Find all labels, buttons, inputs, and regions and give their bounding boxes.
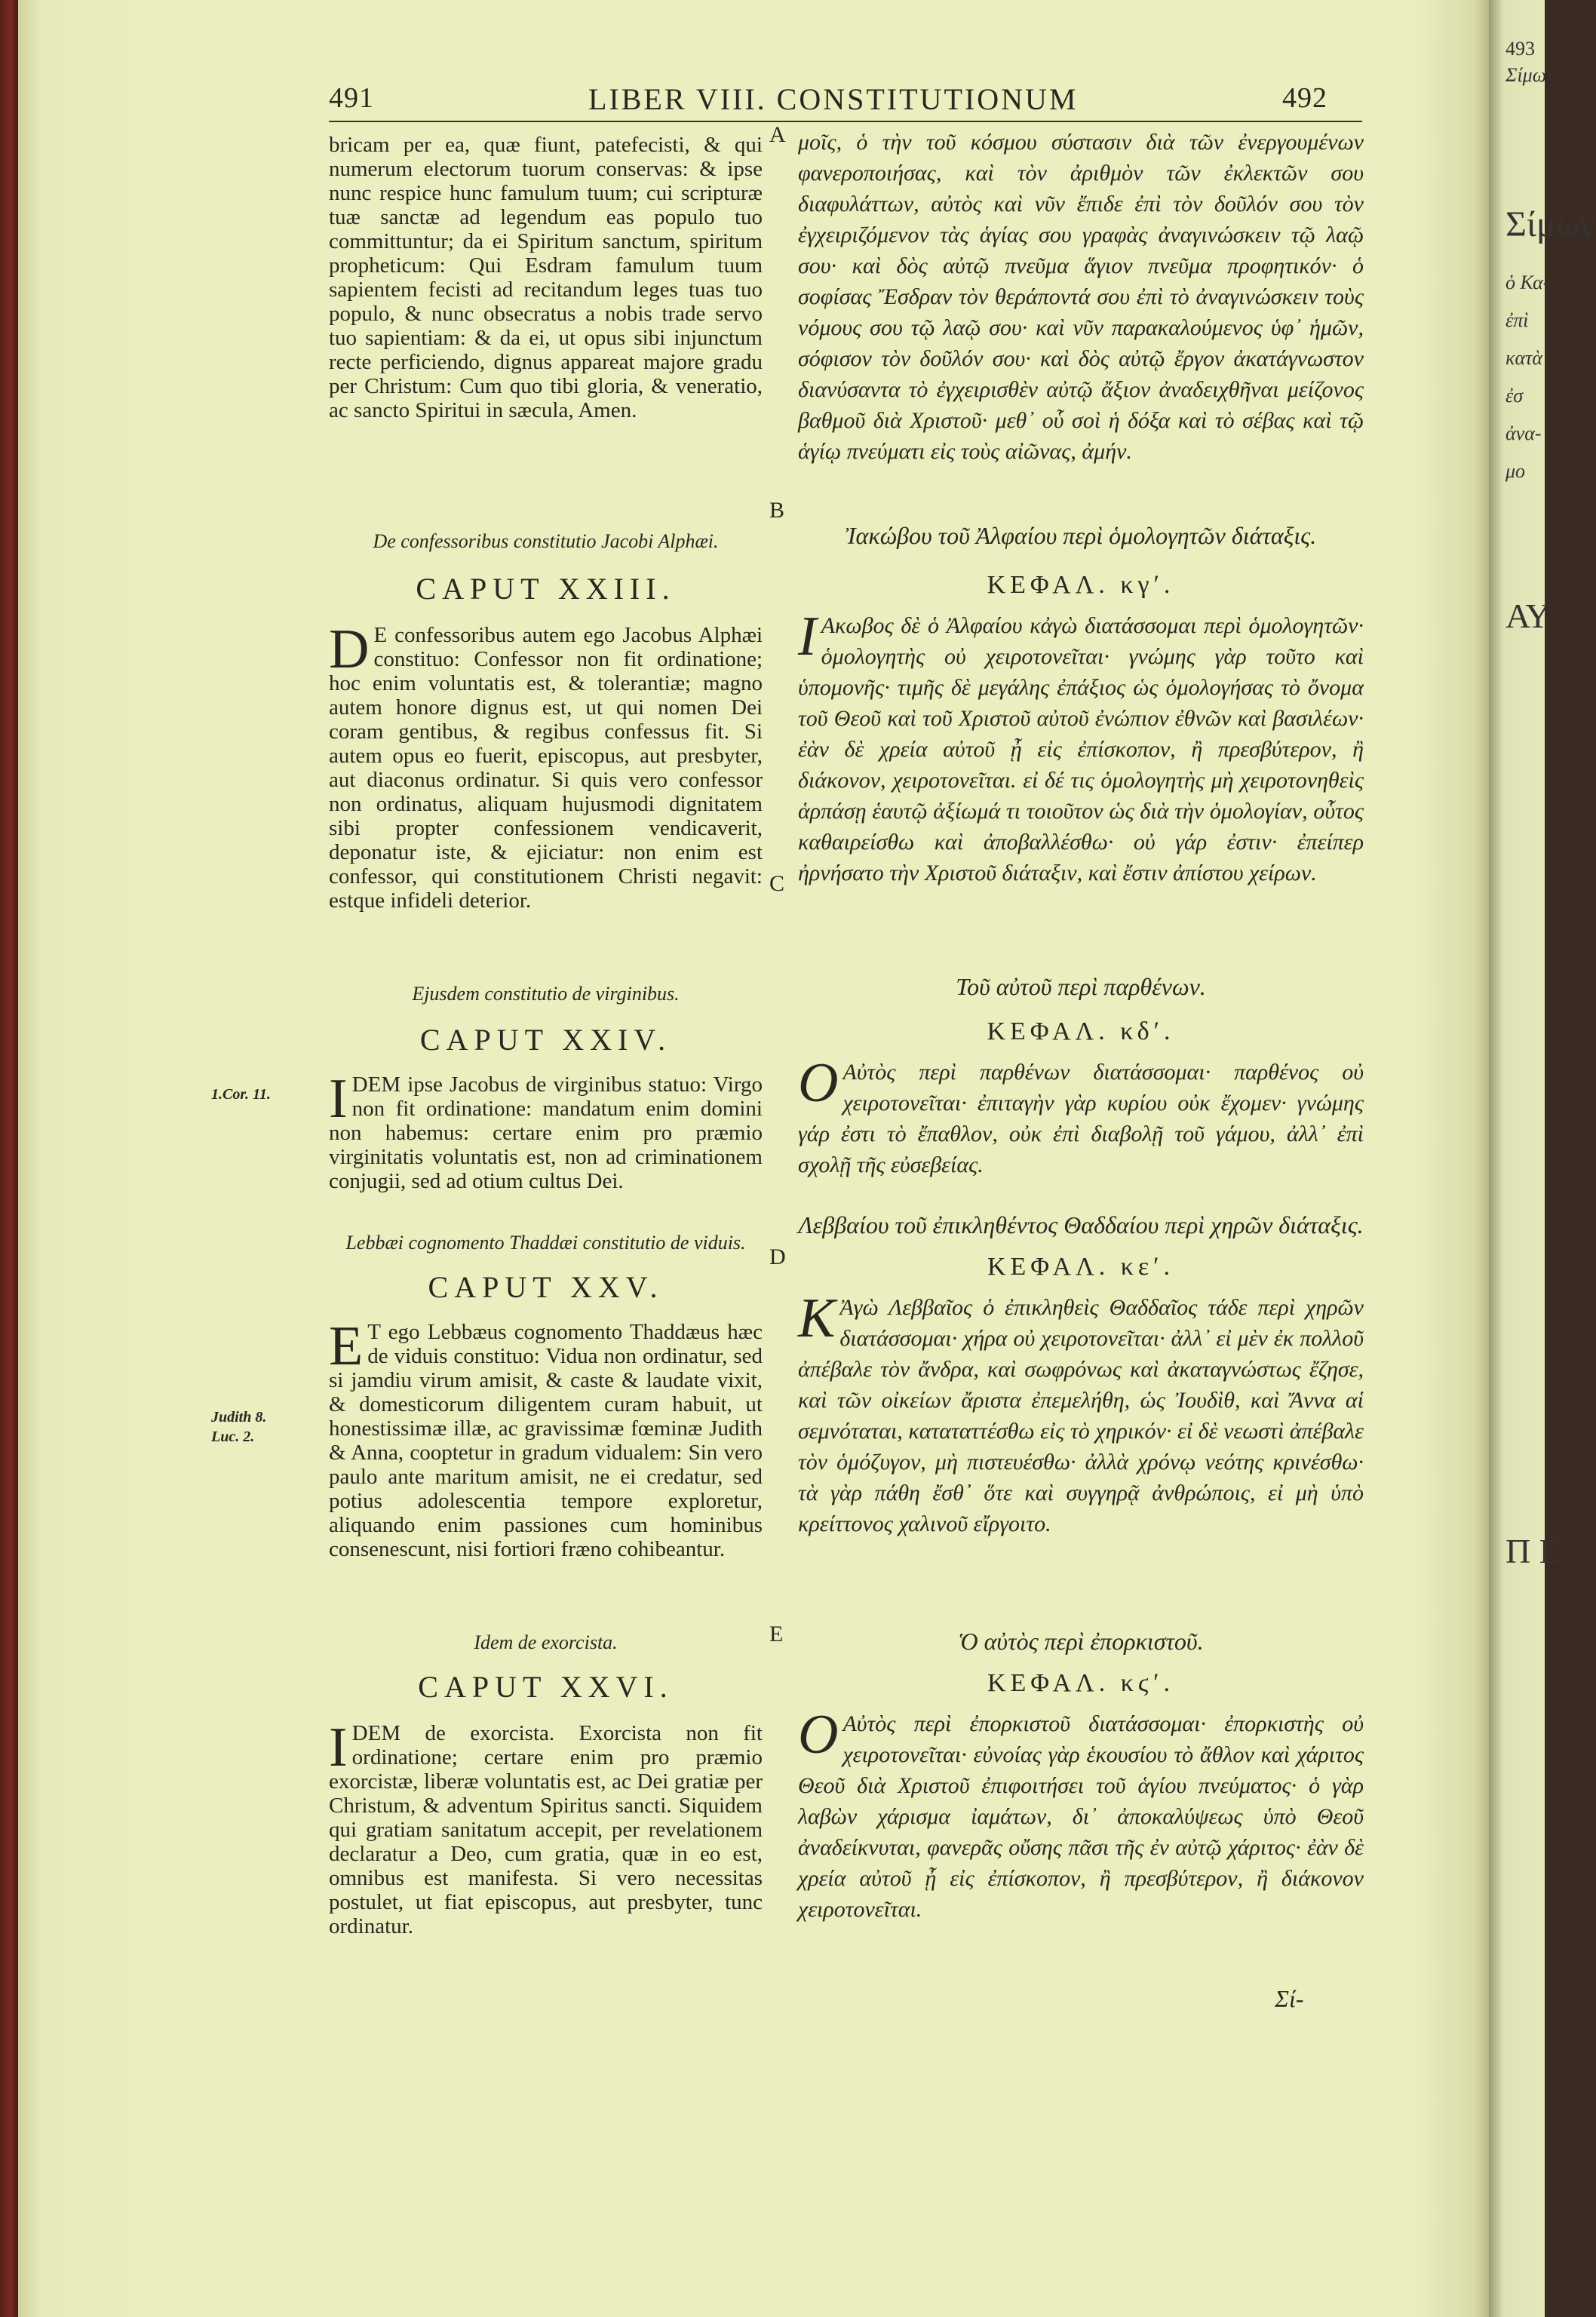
- greek-text-23: [798, 606, 1364, 888]
- page-number-right: 492: [1282, 82, 1327, 114]
- greek-caput-23: [798, 522, 1364, 888]
- latin-body-25: T ego Lebbæus cognomento Thaddæus hæc de viduis constituo: Vidua non ordinatur, sed si jamdiu virum amisit, & caste & laudate vixit, & domesticorum diligentem curam habuit, ut honestissimæ illæ, ac gravissimæ fœminæ Judith & Anna, cooptetur in gradum vidualem: Sin vero paulo ante maritum amisit, ne ei credatur, sed potius adolescentia tempore exploretur, aliquando enim passiones cum hominibus consenescunt, nisi fortiori fræno cohibeantur.: [329, 1320, 763, 1561]
- greek-subtitle-23: Ἰακώβου τοῦ Ἀλφαίου περὶ ὁμολογητῶν διάταξις.: [845, 522, 1317, 549]
- greek-subtitle-25: Λεββαίου τοῦ ἐπικληθέντος Θαδδαίου περὶ χηρῶν διάταξις.: [798, 1211, 1364, 1238]
- drop-cap-i: I: [329, 1068, 348, 1130]
- next-page-fragment: Σίμων: [1505, 204, 1596, 244]
- latin-caput-26: [329, 1631, 763, 1938]
- book-cover-edge: [0, 0, 18, 2317]
- greek-text-25: [798, 1287, 1364, 1539]
- latin-caput-23: [329, 530, 763, 913]
- greek-intro: [798, 127, 1364, 467]
- greek-text-26: [798, 1704, 1364, 1925]
- next-page-fragment: ἐσ: [1505, 385, 1524, 407]
- next-page-fragment: ἀνα-: [1505, 422, 1542, 444]
- page-number-left: 491: [329, 82, 374, 114]
- next-page-fragment: ὁ Κα-: [1505, 272, 1550, 293]
- margin-letter-b: B: [769, 498, 785, 523]
- margin-ref-luc: Luc. 2.: [211, 1429, 255, 1445]
- margin-letter-e: E: [769, 1622, 784, 1646]
- greek-drop-cap-i: I: [798, 606, 817, 667]
- margin-letter-d: D: [769, 1244, 786, 1269]
- greek-caput-heading-23: ΚΕΦΑΛ. κγʹ.: [987, 571, 1175, 599]
- margin-ref-1cor: 1.Cor. 11.: [211, 1086, 271, 1103]
- drop-cap-d: D: [329, 618, 370, 680]
- catchword: Σί-: [1275, 1985, 1304, 2012]
- latin-body-23: E confessoribus autem ego Jacobus Alphæi constituo: Confessor non fit ordinatione; hoc enim voluntatis est, & tolerantiæ; magno autem honore dignus est, ut qui nomen Dei coram gentibus, & regibus confessus fit. Si autem opus eo fuerit, episcopus, aut presbyter, aut diaconus ordinatur. Si quis vero confessor non ordinatus, aliquam hujusmodi dignitatem sibi propter confessionem vendicaverit, deponatur iste, & ejiciatur: non enim est confessor, qui constitutionem Christi negavit: estque infideli deterior.: [329, 623, 763, 913]
- greek-caput-25: [798, 1211, 1364, 1539]
- greek-body-23: Ακωβος δὲ ὁ Ἀλφαίου κἀγὼ διατάσσομαι περὶ ὁμολογητῶν· ὁμολογητὴς οὐ χειροτονεῖται· γνώμης γὰρ τοῦτο καὶ ὑπομονῆς· τιμῆς δὲ μεγάλης ἐπάξιος ὡς ὁμολογήσας τὸ ὄνομα τοῦ Θεοῦ καὶ τοῦ Χριστοῦ αὐτοῦ ἐνώπιον ἐθνῶν καὶ βασιλέων· ἐὰν δὲ χρεία αὐτοῦ ᾖ εἰς ἐπίσκοπον, ἢ πρεσβύτερον, ἢ διάκονον, χειροτονεῖται. εἰ δέ τις ὁμολογητὴς μὴ χειροτονηθεὶς ἁρπάσῃ ἑαυτῷ ἀξίωμά τι τοιοῦτον ὡς διὰ τὴν ὁμολογίαν, οὗτος καθαιρείσθω καὶ ἀποβαλλέσθω· οὐ γάρ ἐστιν· ἐπείπερ ἠρνήσατο τὴν Χριστοῦ διάταξιν, καὶ ἔστιν ἀπίστου χείρων.: [798, 613, 1364, 885]
- latin-caput-heading-25: CAPUT XXV.: [428, 1270, 664, 1304]
- greek-drop-cap-k: K: [798, 1287, 836, 1349]
- greek-caput-heading-24: ΚΕΦΑΛ. κδʹ.: [987, 1017, 1175, 1045]
- margin-letter-a: A: [769, 122, 786, 147]
- drop-cap-e: E: [329, 1315, 364, 1377]
- greek-drop-cap-o2: O: [798, 1704, 839, 1766]
- next-page-fragment: ἐπὶ: [1505, 309, 1529, 331]
- greek-caput-heading-25: ΚΕΦΑΛ. κεʹ.: [987, 1253, 1175, 1281]
- next-page-edge: [1489, 0, 1596, 2317]
- latin-caput-heading-26: CAPUT XXVI.: [418, 1670, 674, 1704]
- next-page-fragment: μο: [1505, 460, 1526, 482]
- latin-body-24: DEM ipse Jacobus de virginibus statuo: Virgo non fit ordinatione: mandatum enim domini non habemus: certare enim pro præmio virginitatis voluntatis est, non ad criminationem conjugii, sed ad otium cultus Dei.: [329, 1073, 763, 1193]
- greek-drop-cap-o: O: [798, 1052, 839, 1114]
- latin-caput-heading-24: CAPUT XXIV.: [419, 1023, 672, 1057]
- greek-caput-24: [798, 973, 1364, 1180]
- greek-body-25: Ἀγὼ Λεββαῖος ὁ ἐπικληθεὶς Θαδδαῖος τάδε περὶ χηρῶν διατάσσομαι· χήρα οὐ χειροτονεῖται· ἀλλ᾽ εἰ μὲν ἐκ πολλοῦ ἀπέβαλε τὸν ἄνδρα, καὶ σωφρόνως καὶ ἀκαταγνώστως ἔζησε, καὶ τῶν οἰκείων ἄριστα ἐπεμελήθη, ὡς Ἰουδὶθ, καὶ Ἄννα αἱ σεμνόταται, καταταττέσθω εἰς τὸ χηρικόν· εἰ δὲ νεωστὶ ἀπέβαλε τὸν ὁμόζυγον, μὴ πιστευέσθω· ἀλλὰ χρόνῳ νεότης κρινέσθω· τὰ γὰρ πάθη ἔσθ᾽ ὅτε καὶ συγγηρᾷ ἀνθρώποις, εἰ μὴ ὑπὸ κρείττονος χαλινοῦ εἴργοιτο.: [798, 1295, 1364, 1536]
- next-page-fragment: κατὰ: [1505, 347, 1543, 369]
- latin-text-26: [329, 1717, 763, 1938]
- latin-caput-heading-23: CAPUT XXIII.: [416, 572, 676, 606]
- next-page-number: 493: [1505, 38, 1535, 60]
- greek-subtitle-24: Τοῦ αὐτοῦ περὶ παρθένων.: [956, 973, 1206, 1000]
- next-page-fragment: Σίμων: [1505, 64, 1555, 86]
- greek-caput-26: [798, 1628, 1364, 1925]
- greek-intro-text: μοῖς, ὁ τὴν τοῦ κόσμου σύστασιν διὰ τῶν ἐνεργουμένων φανεροποιήσας, καὶ τὸν ἀριθμὸν τῶν ἐκλεκτῶν σου διαφυλάττων, αὐτὸς καὶ νῦν ἔπιδε ἐπὶ τὸν δοῦλόν σου τὸν ἐγχειριζόμενον τὰς ἁγίας σου γραφὰς ἀναγινώσκειν τῷ λαῷ σου· καὶ δὸς αὐτῷ πνεῦμα ἅγιον πνεῦμα προφητικόν· ὁ σοφίσας Ἔσδραν τὸν θεράποντά σου ἐπὶ τὸ ἀναγινώσκειν τοὺς νόμους σου τῷ λαῷ σου· καὶ νῦν παρακαλούμενος ὑφ᾽ ἡμῶν, σόφισον τὸν δοῦλόν σου· καὶ δὸς αὐτῷ ἔργον ἀκατάγνωστον διανύσαντα τὸ ἐγχειρισθὲν αὐτῷ ἄξιον ἀναδειχθῆναι μείζονος βαθμοῦ διὰ Χριστοῦ· μεθ᾽ οὗ σοὶ ἡ δόξα καὶ τὸ σέβας καὶ τῷ ἁγίῳ πνεύματι εἰς τοὺς αἰῶνας, ἀμήν.: [798, 130, 1364, 464]
- margin-letter-c: C: [769, 871, 785, 896]
- next-page-fragment: ΑΥ: [1505, 597, 1551, 635]
- running-title: LIBER VIII. CONSTITUTIONUM: [588, 82, 1079, 116]
- latin-caput-24: [329, 983, 763, 1193]
- greek-body-24: Αὐτὸς περὶ παρθένων διατάσσομαι· παρθένος οὐ χειροτονεῖται· ἐπιταγὴν γὰρ κυρίου οὐκ ἔχομεν· γνώμης γάρ ἐστι τὸ ἔπαθλον, οὐκ ἐπὶ διαβολῇ τοῦ γάμου, ἀλλ᾽ ἐπὶ σχολῇ τῆς εὐσεβείας.: [798, 1060, 1364, 1177]
- latin-intro: [329, 133, 763, 422]
- latin-text-23: [329, 618, 763, 913]
- latin-intro-text: bricam per ea, quæ fiunt, patefecisti, & qui numerum electorum tuorum conservas: & ipse nunc respice hunc famulum tuum; cui scripturæ tuæ sanctæ ad legendum eas populo tuo committuntur; da ei Spiritum sanctum, spiritum propheticum: Qui Esdram famulum tuum sapientem fecisti ad recitandum leges tuas tuo populo, & nunc obsecratus a nobis trade servo tuo sapientiam: & da ei, ut opus sibi injunctum recte perficiendo, dignus appareat majore gradu per Christum: Cum quo tibi gloria, & veneratio, ac sancto Spiritui in sæcula, Amen.: [329, 133, 763, 422]
- next-page-fragment: Π Ε: [1505, 1532, 1561, 1570]
- greek-caput-heading-26: ΚΕΦΑΛ. κϛʹ.: [987, 1669, 1175, 1697]
- latin-caput-25: [329, 1232, 763, 1561]
- latin-subtitle-23: De confessoribus constitutio Jacobi Alphæi.: [373, 530, 719, 552]
- latin-subtitle-26: Idem de exorcista.: [474, 1631, 618, 1653]
- latin-subtitle-25: Lebbæi cognomento Thaddæi constitutio de viduis.: [345, 1232, 746, 1254]
- greek-text-24: [798, 1052, 1364, 1180]
- latin-body-26: DEM de exorcista. Exorcista non fit ordinatione; certare enim pro præmio exorcistæ, liberæ voluntatis est, ac Dei gratiæ per Christum, & adventum Spiritus sancti. Siquidem qui gratiam sanitatum accepit, per revelationem declaratur a Deo, cum gratia, quæ in eo est, omnibus est manifesta. Si vero necessitas postulet, ut fiat episcopus, aut presbyter, tunc ordinatur.: [329, 1721, 763, 1938]
- greek-body-26: Αὐτὸς περὶ ἐπορκιστοῦ διατάσσομαι· ἐπορκιστὴς οὐ χειροτονεῖται· εὐνοίας γὰρ ἑκουσίου τὸ ἄθλον καὶ χάριτος Θεοῦ διὰ Χριστοῦ ἐπιφοιτήσει τοῦ ἁγίου πνεύματος· ὁ γὰρ λαβὼν χάρισμα ἰαμάτων, δι᾽ ἀποκαλύψεως ὑπὸ Θεοῦ ἀναδείκνυται, φανερᾶς οὔσης πᾶσι τῆς ἐν αὐτῷ χάριτος· ἐὰν δὲ χρεία αὐτοῦ ᾖ εἰς ἐπίσκοπον, ἢ πρεσβύτερον, ἢ διάκονον χειροτονεῖται.: [798, 1711, 1364, 1922]
- drop-cap-i2: I: [329, 1717, 348, 1778]
- greek-subtitle-26: Ὁ αὐτὸς περὶ ἐπορκιστοῦ.: [958, 1628, 1204, 1655]
- latin-text-25: [329, 1315, 763, 1561]
- margin-ref-judith: Judith 8.: [211, 1409, 267, 1425]
- latin-subtitle-24: Ejusdem constitutio de virginibus.: [412, 983, 680, 1005]
- latin-text-24: [329, 1068, 763, 1193]
- header-rule: [329, 121, 1362, 122]
